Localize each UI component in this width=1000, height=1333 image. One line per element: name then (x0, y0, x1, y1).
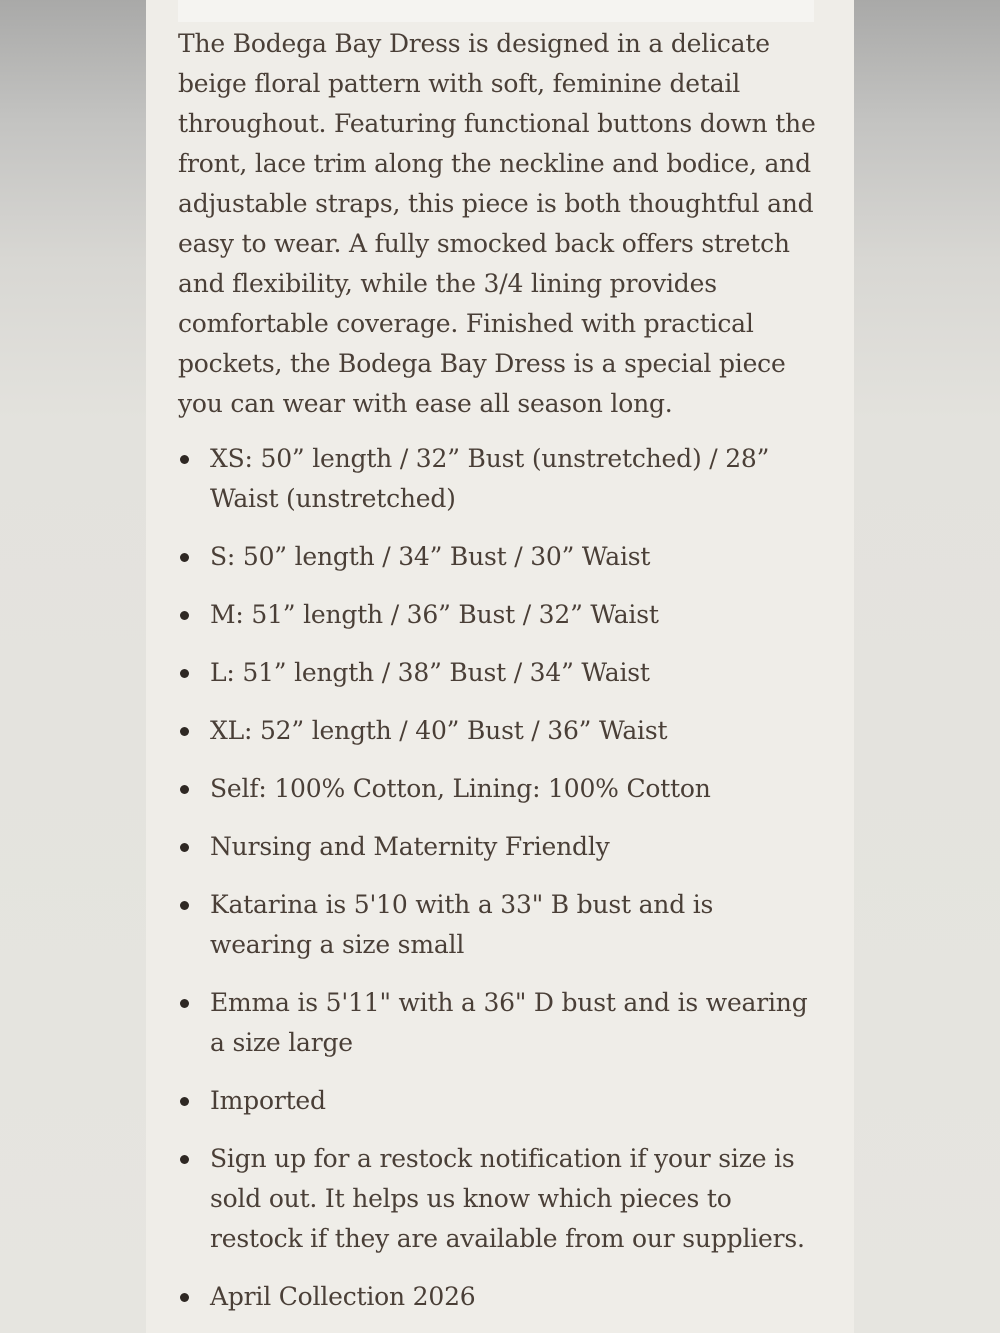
detail-restock (178, 1139, 818, 1259)
detail-model-emma (178, 983, 818, 1063)
top-divider (178, 0, 814, 22)
detail-model-katarina (178, 885, 818, 965)
detail-text: M: 51” length / 36” Bust / 32” Waist (210, 600, 659, 629)
detail-nursing (178, 827, 818, 867)
bullet-icon (180, 1293, 189, 1302)
left-margin (0, 0, 146, 1333)
bullet-icon (180, 1155, 189, 1164)
bullet-icon (180, 785, 189, 794)
detail-text: L: 51” length / 38” Bust / 34” Waist (210, 658, 650, 687)
product-description: The Bodega Bay Dress is designed in a delicate beige floral pattern with soft, feminine detail throughout. Featuring functional buttons down the front, lace trim along the neckline and bodice, and adjustable straps, this piece is both thoughtful and easy to wear. A fully smocked back offers stretch and flexibility, while the 3/4 lining provides comfortable coverage. Finished with practical pockets, the Bodega Bay Dress is a special piece you can wear with ease all season long. (178, 29, 816, 418)
bullet-icon (180, 901, 189, 910)
product-description-panel (146, 0, 854, 1333)
bullet-icon (180, 843, 189, 852)
detail-size-s (178, 537, 818, 577)
bullet-icon (180, 611, 189, 620)
detail-text: April Collection 2026 (210, 1282, 476, 1311)
detail-text: Sign up for a restock notification if your size is sold out. It helps us know which pieces to restock if they are available from our suppliers. (210, 1144, 805, 1253)
bullet-icon (180, 1097, 189, 1106)
bullet-icon (180, 553, 189, 562)
detail-imported (178, 1081, 818, 1121)
detail-text: Katarina is 5'10 with a 33" B bust and is wearing a size small (210, 890, 714, 959)
detail-fabric (178, 769, 818, 809)
bullet-icon (180, 669, 189, 678)
detail-size-m (178, 595, 818, 635)
right-margin (854, 0, 1000, 1333)
detail-text: Self: 100% Cotton, Lining: 100% Cotton (210, 774, 711, 803)
detail-text: S: 50” length / 34” Bust / 30” Waist (210, 542, 651, 571)
detail-text: Emma is 5'11" with a 36" D bust and is wearing a size large (210, 988, 808, 1057)
bullet-icon (180, 727, 189, 736)
bullet-icon (180, 455, 189, 464)
detail-collection (178, 1277, 818, 1317)
bullet-icon (180, 999, 189, 1008)
detail-size-l (178, 653, 818, 693)
detail-size-xs (178, 439, 818, 519)
detail-text: XL: 52” length / 40” Bust / 36” Waist (210, 716, 668, 745)
detail-text: Nursing and Maternity Friendly (210, 832, 610, 861)
product-details-list (178, 439, 818, 1333)
detail-size-xl (178, 711, 818, 751)
detail-text: Imported (210, 1086, 326, 1115)
detail-text: XS: 50” length / 32” Bust (unstretched) / 28” Waist (unstretched) (210, 444, 770, 513)
